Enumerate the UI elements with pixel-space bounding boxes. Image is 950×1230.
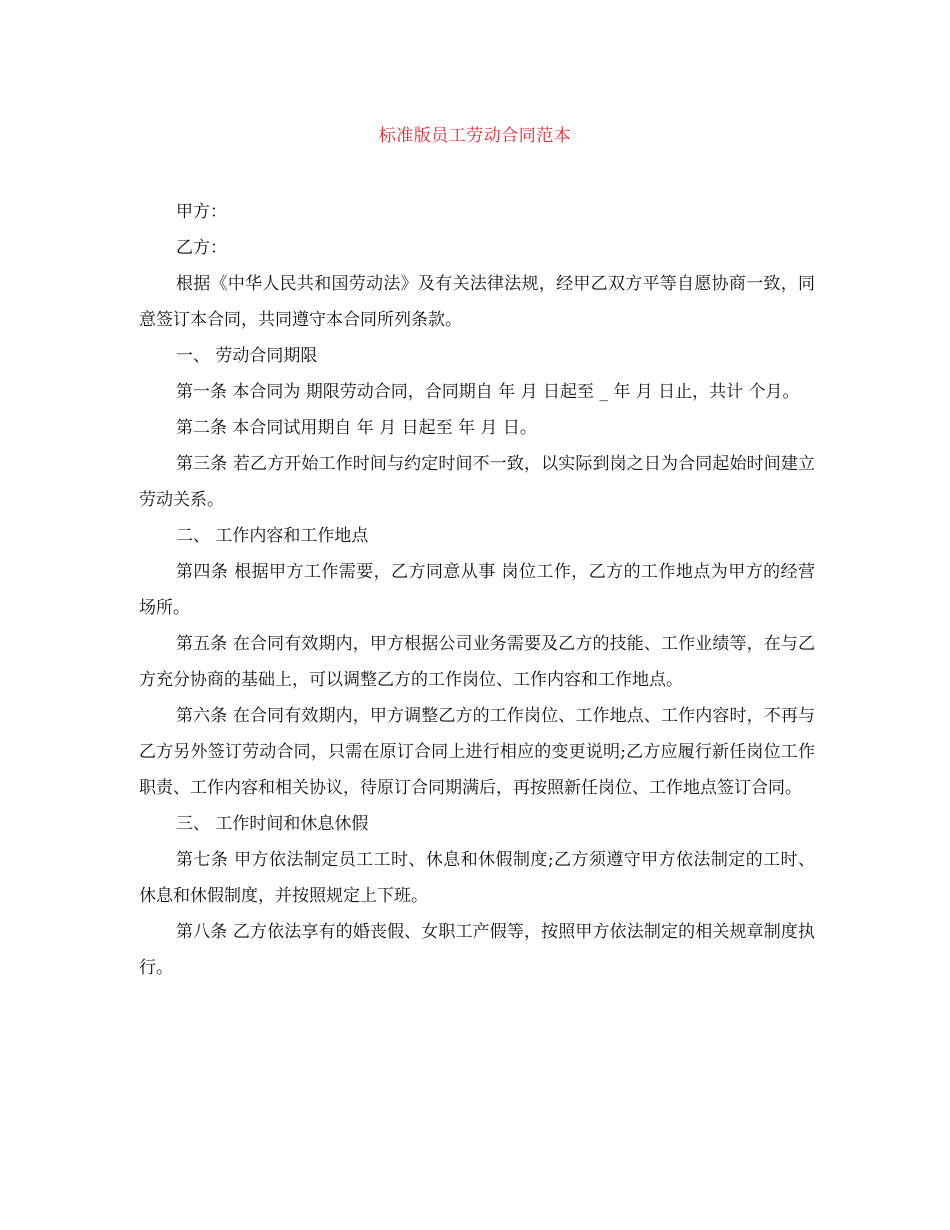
article-8: 第八条 乙方依法享有的婚丧假、女职工产假等，按照甲方依法制定的相关规章制度执行。 (139, 922, 815, 978)
preamble-paragraph: 根据《中华人民共和国劳动法》及有关法律法规，经甲乙双方平等自愿协商一致，同意签订本合同，共同遵守本合同所列条款。 (139, 274, 815, 330)
article-5: 第五条 在合同有效期内，甲方根据公司业务需要及乙方的技能、工作业绩等，在与乙方充分协商的基础上，可以调整乙方的工作岗位、工作内容和工作地点。 (139, 634, 815, 690)
section-heading-3: 三、 工作时间和休息休假 (176, 814, 369, 834)
article-7: 第七条 甲方依法制定员工工时、休息和休假制度;乙方须遵守甲方依法制定的工时、休息和休假制度，并按照规定上下班。 (139, 850, 815, 906)
section-heading-2: 二、 工作内容和工作地点 (176, 526, 369, 546)
party-a-line: 甲方： (176, 202, 227, 222)
article-3: 第三条 若乙方开始工作时间与约定时间不一致，以实际到岗之日为合同起始时间建立劳动关系。 (139, 454, 815, 510)
article-6: 第六条 在合同有效期内，甲方调整乙方的工作岗位、工作地点、工作内容时，不再与乙方另外签订劳动合同，只需在原订合同上进行相应的变更说明;乙方应履行新任岗位工作职责、工作内容和相关协议，待原订合同期满后，再按照新任岗位、工作地点签订合同。 (139, 706, 815, 798)
article-1: 第一条 本合同为 期限劳动合同，合同期自 年 月 日起至 _ 年 月 日止，共计 个月。 (176, 382, 800, 402)
party-b-line: 乙方： (176, 238, 227, 258)
document-title: 标准版员工劳动合同范本 (378, 126, 572, 146)
article-2: 第二条 本合同试用期自 年 月 日起至 年 月 日。 (176, 418, 537, 438)
article-4: 第四条 根据甲方工作需要，乙方同意从事 岗位工作，乙方的工作地点为甲方的经营场所。 (139, 562, 815, 618)
document-body (139, 194, 815, 986)
section-heading-1: 一、 劳动合同期限 (176, 346, 318, 366)
